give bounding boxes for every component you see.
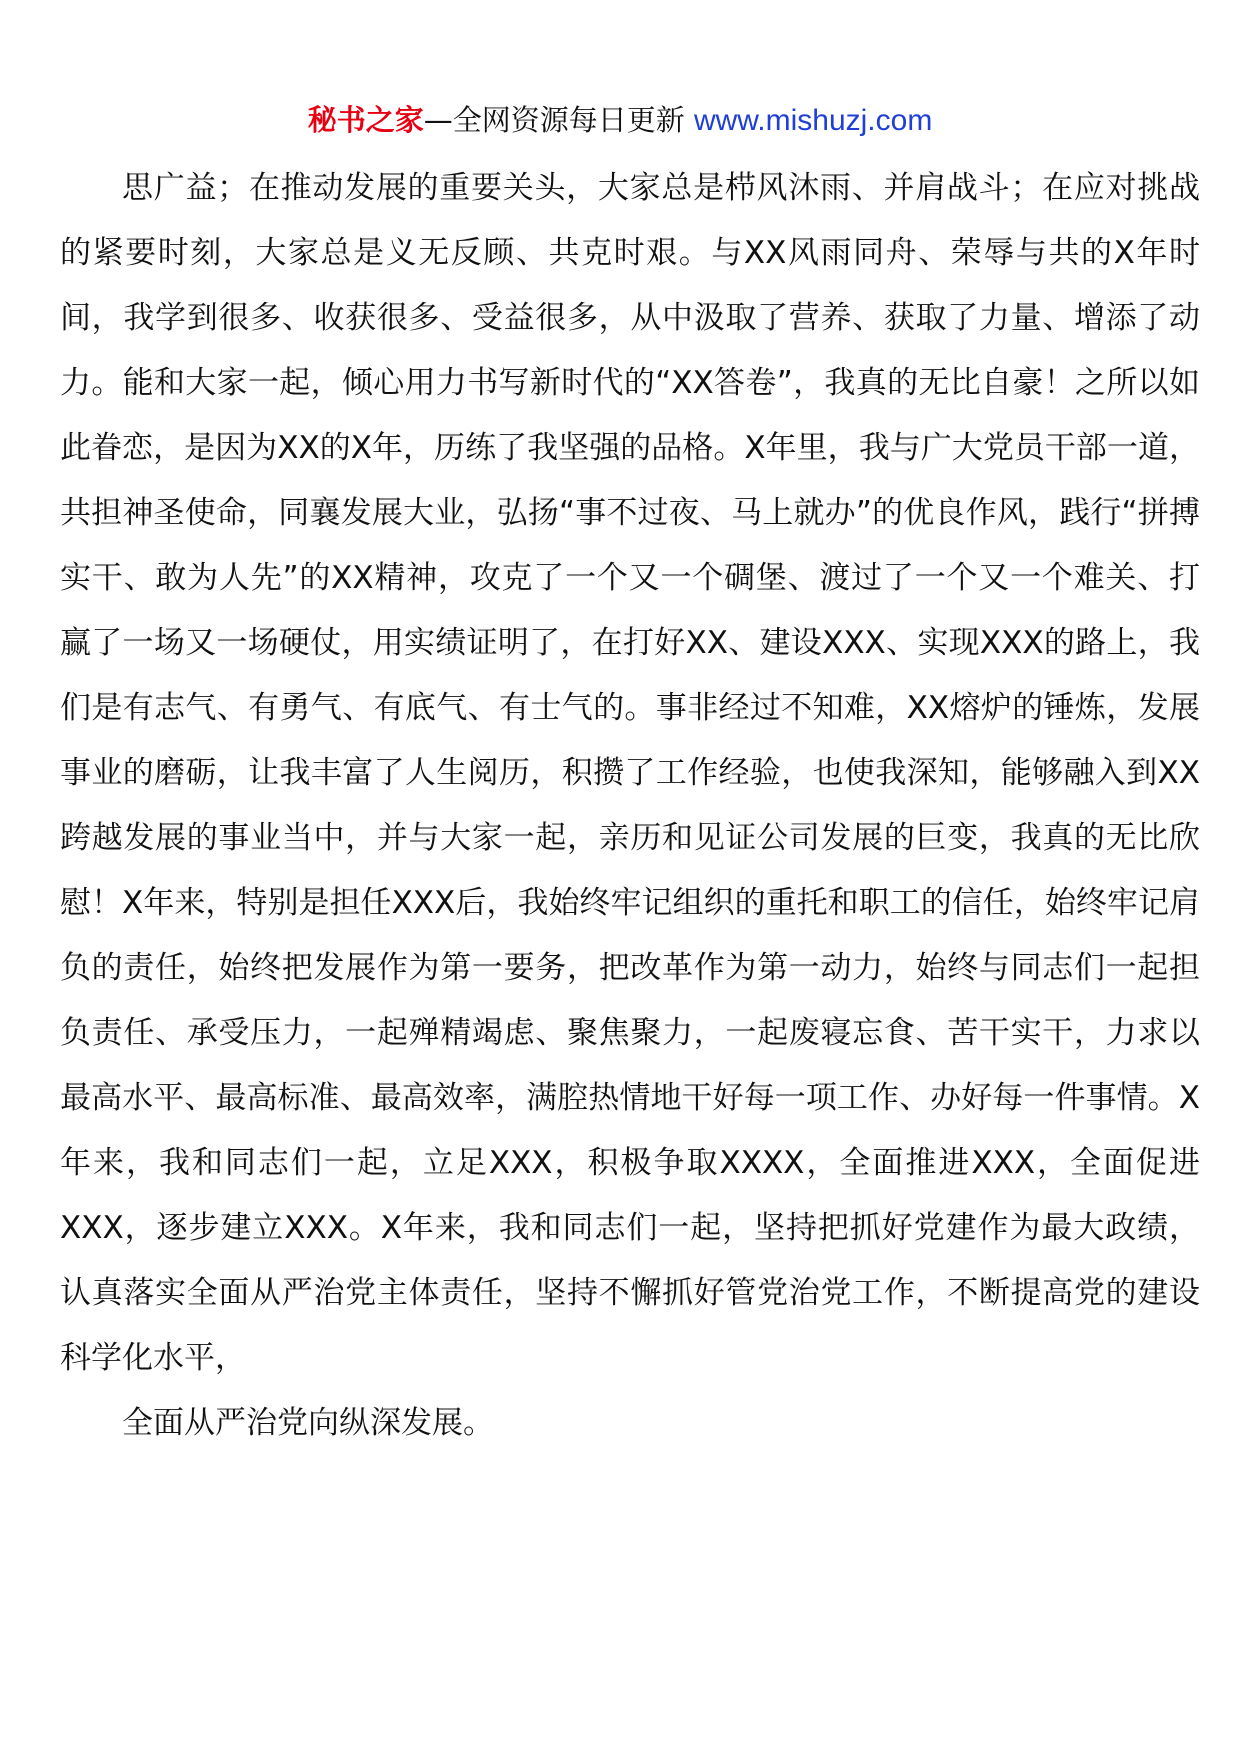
body-paragraph-1: 思广益；在推动发展的重要关头，大家总是栉风沐雨、并肩战斗；在应对挑战的紧要时刻，大家总是义无反顾、共克时艰。与XX风雨同舟、荣辱与共的X年时间，我学到很多、收获很多、受益很多，从中汲取了营养、获取了力量、增添了动力。能和大家一起，倾心用力书写新时代的“XX答卷”，我真的无比自豪！之所以如此眷恋，是因为XX的X年，历练了我坚强的品格。X年里，我与广大党员干部一道，共担神圣使命，同襄发展大业，弘扬“事不过夜、马上就办”的优良作风，践行“拼搏实干、敢为人先”的XX精神，攻克了一个又一个碉堡、渡过了一个又一个难关、打赢了一场又一场硬仗，用实绩证明了，在打好XX、建设XXX、实现XXX的路上，我们是有志气、有勇气、有底气、有士气的。事非经过不知难，XX熔炉的锤炼，发展事业的磨砺，让我丰富了人生阅历，积攒了工作经验，也使我深知，能够融入到XX跨越发展的事业当中，并与大家一起，亲历和见证公司发展的巨变，我真的无比欣慰！X年来，特别是担任XXX后，我始终牢记组织的重托和职工的信任，始终牢记肩负的责任，始终把发展作为第一要务，把改革作为第一动力，始终与同志们一起担负责任、承受压力，一起殚精竭虑、聚焦聚力，一起废寝忘食、苦干实干，力求以最高水平、最高标准、最高效率，满腔热情地干好每一项工作、办好每一件事情。X年来，我和同志们一起，立足XXX，积极争取XXXX，全面推进XXX，全面促进XXX，逐步建立XXX。X年来，我和同志们一起，坚持把抓好党建作为最大政绩，认真落实全面从严治党主体责任，坚持不懈抓好管党治党工作，不断提高党的建设科学化水平， (60, 170, 1200, 1376)
header-tagline: —全网资源每日更新 (423, 103, 685, 137)
document-body (60, 156, 1200, 1456)
header-site-link[interactable]: www.mishuzj.com (693, 104, 933, 137)
body-paragraph-2: 全面从严治党向纵深发展。 (122, 1405, 494, 1441)
page-header (0, 100, 1240, 141)
header-brand: 秘书之家 (307, 103, 424, 137)
